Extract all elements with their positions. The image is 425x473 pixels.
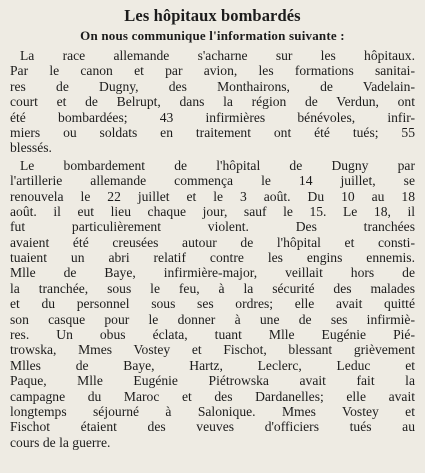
text-line: court et de Belrupt, dans la région de Verdun, ont: [10, 94, 415, 110]
text-line: Paque, Mlle Eugénie Piétrowska avait fait la: [10, 373, 415, 389]
text-line: son casque pour le donner à une de ses infirmiè-: [10, 311, 415, 327]
article-intro: On nous communique l'information suivante :: [80, 28, 345, 43]
text-line: longtemps séjourné à Salonique. Mmes Vostey et: [10, 403, 415, 419]
text-line: Fischot étaient des veuves d'officiers tués au: [10, 419, 415, 435]
text-line: Mlles de Baye, Hartz, Leclerc, Leduc et: [10, 357, 415, 373]
text-line: tuaient un abri relatif contre les engins ennemis.: [10, 250, 415, 266]
text-line: cours de la guerre.: [10, 434, 111, 450]
article-paragraph-1: [10, 48, 415, 156]
text-line: La race allemande s'acharne sur les hôpitaux.: [20, 48, 415, 63]
text-line: renouvela le 22 juillet et le 3 août. Du 10 au 18: [10, 188, 415, 204]
text-line: trowska, Mmes Vostey et Fischot, blessant grièvement: [10, 342, 415, 358]
text-line: la tranchée, sous le feu, à la sécurité des malades: [10, 280, 415, 296]
text-line: blessés.: [10, 140, 52, 156]
text-line: Mlle de Baye, infirmière-major, veillait hors de: [10, 265, 415, 281]
text-line: août. il eut lieu chaque jour, sauf le 15. Le 18, il: [10, 203, 415, 219]
text-line: res. Un obus éclata, tuant Mlle Eugénie Pié-: [10, 327, 415, 343]
text-line: Le bombardement de l'hôpital de Dugny par: [20, 157, 415, 173]
text-line: campagne du Maroc et des Dardanelles; elle avait: [10, 388, 415, 404]
text-line: été bombardées; 43 infirmières bénévoles, infir-: [10, 109, 415, 125]
text-line: et du personnel sous ses ordres; elle avait quitté: [10, 296, 415, 312]
text-line: avaient été creusées autour de l'hôpital et consti-: [10, 234, 415, 250]
text-line: fut particulièrement violent. Des tranchées: [10, 219, 415, 235]
text-line: miers ou soldats en traitement ont été tués; 55: [10, 124, 415, 140]
text-line: Par le canon et par avion, les formations sanitai-: [10, 63, 415, 79]
text-line: res de Dugny, des Monthairons, de Vadelain-: [10, 78, 415, 94]
text-line: l'artillerie allemande commença le 14 juillet, se: [10, 173, 415, 189]
article-paragraph-2: [10, 158, 415, 450]
article-headline: Les hôpitaux bombardés: [124, 6, 301, 25]
